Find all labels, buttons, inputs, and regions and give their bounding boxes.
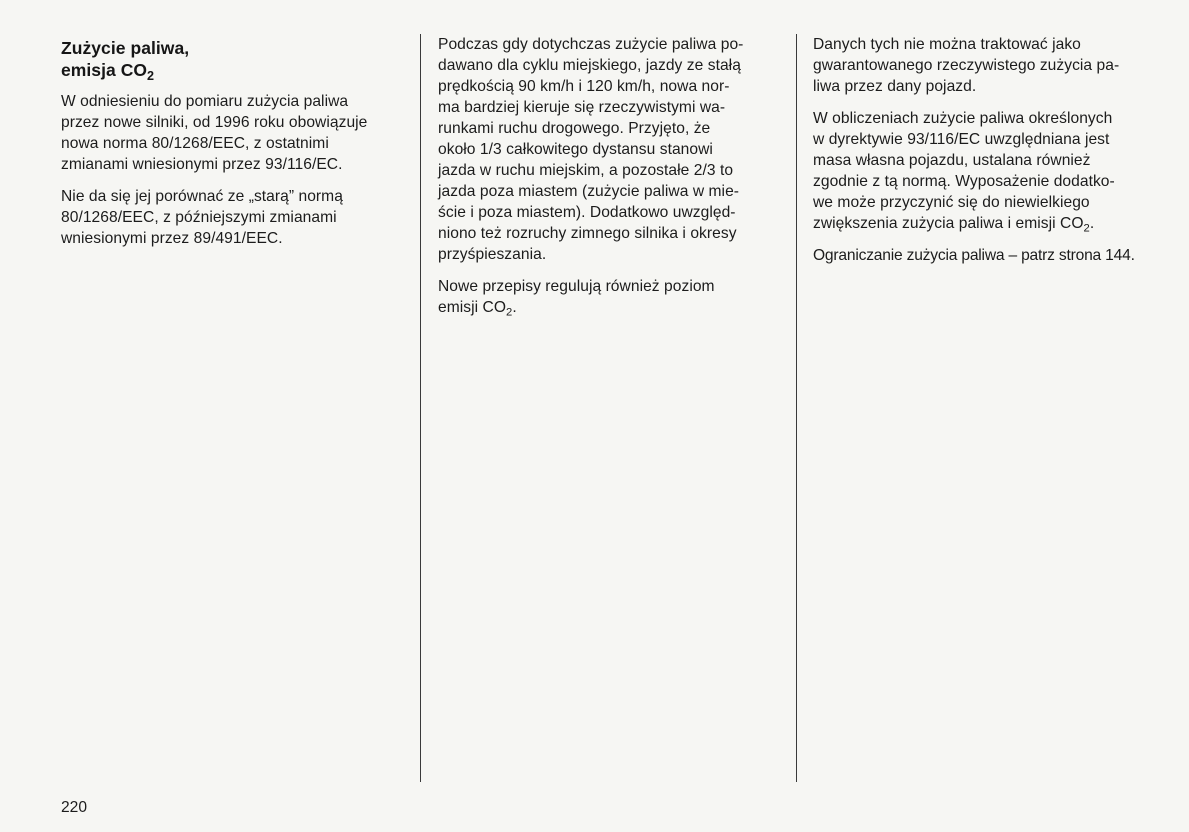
paragraph-data-disclaimer bbox=[813, 34, 1158, 97]
text-line: przyśpieszania. bbox=[438, 246, 547, 263]
section-heading bbox=[61, 37, 401, 84]
cross-reference-text: Ograniczanie zużycia paliwa – patrz strona 144. bbox=[813, 247, 1135, 264]
mass-co2-subscript: 2 bbox=[1083, 222, 1090, 235]
column-right bbox=[813, 34, 1158, 277]
text-line: we może przyczynić się do niewielkiego bbox=[813, 194, 1090, 211]
text-line: około 1/3 całkowitego dystansu stanowi bbox=[438, 141, 713, 158]
text-line: prędkością 90 km/h i 120 km/h, nowa nor- bbox=[438, 78, 730, 95]
text-line: ście i poza miastem). Dodatkowo uwzględ- bbox=[438, 204, 736, 221]
column-middle bbox=[438, 34, 778, 329]
text-line: Danych tych nie można traktować jako bbox=[813, 36, 1081, 53]
text-line: jazda w ruchu miejskim, a pozostałe 2/3 to bbox=[438, 162, 734, 179]
mass-co2-text: zwiększenia zużycia paliwa i emisji CO bbox=[813, 215, 1084, 232]
text-line: dawano dla cyklu miejskiego, jazdy ze stałą bbox=[438, 57, 741, 74]
text-line bbox=[813, 213, 1158, 234]
text-line: jazda poza miastem (zużycie paliwa w mie- bbox=[438, 183, 740, 200]
text-line: niono też rozruchy zimnego silnika i okresy bbox=[438, 225, 737, 242]
emission-co2-text: emisji CO bbox=[438, 299, 507, 316]
text-line: Nowe przepisy regulują również poziom bbox=[438, 278, 715, 295]
paragraph-vehicle-mass bbox=[813, 108, 1158, 234]
text-line: 80/1268/EEC, z późniejszymi zmianami bbox=[61, 209, 337, 226]
text-line: Nie da się jej porównać ze „starą” normą bbox=[61, 188, 343, 205]
heading-line-1: Zużycie paliwa, bbox=[61, 38, 190, 58]
text-line: przez nowe silniki, od 1996 roku obowiązuje bbox=[61, 114, 368, 131]
text-line: Podczas gdy dotychczas zużycie paliwa po- bbox=[438, 36, 744, 53]
paragraph-driving-cycle bbox=[438, 34, 778, 265]
text-line: nowa norma 80/1268/EEC, z ostatnimi bbox=[61, 135, 329, 152]
paragraph-norm-comparison bbox=[61, 186, 401, 249]
text-line: gwarantowanego rzeczywistego zużycia pa- bbox=[813, 57, 1120, 74]
text-line: zmianami wniesionymi przez 93/116/EC. bbox=[61, 156, 343, 173]
text-line: masa własna pojazdu, ustalana również bbox=[813, 152, 1091, 169]
text-line bbox=[438, 297, 778, 318]
paragraph-cross-reference bbox=[813, 245, 1158, 266]
column-left bbox=[61, 34, 401, 260]
column-divider-right bbox=[796, 34, 797, 782]
text-line: W obliczeniach zużycie paliwa określonych bbox=[813, 110, 1113, 127]
emission-co2-subscript: 2 bbox=[506, 306, 513, 319]
text-line: liwa przez dany pojazd. bbox=[813, 78, 977, 95]
text-line: wniesionymi przez 89/491/EEC. bbox=[61, 230, 283, 247]
paragraph-norm-intro bbox=[61, 91, 401, 175]
text-line: w dyrektywie 93/116/EC uwzględniana jest bbox=[813, 131, 1110, 148]
heading-line-2 bbox=[61, 59, 401, 84]
heading-co2-text: emisja CO bbox=[61, 60, 148, 80]
text-line: ma bardziej kieruje się rzeczywistymi wa- bbox=[438, 99, 726, 116]
mass-period: . bbox=[1089, 215, 1095, 232]
text-line: runkami ruchu drogowego. Przyjęto, że bbox=[438, 120, 711, 137]
column-divider-left bbox=[420, 34, 421, 782]
heading-co2-subscript: 2 bbox=[147, 69, 155, 84]
text-line: W odniesieniu do pomiaru zużycia paliwa bbox=[61, 93, 349, 110]
text-line: zgodnie z tą normą. Wyposażenie dodatko- bbox=[813, 173, 1115, 190]
paragraph-emission-rules bbox=[438, 276, 778, 318]
emission-period: . bbox=[512, 299, 517, 316]
page-number: 220 bbox=[61, 799, 88, 816]
